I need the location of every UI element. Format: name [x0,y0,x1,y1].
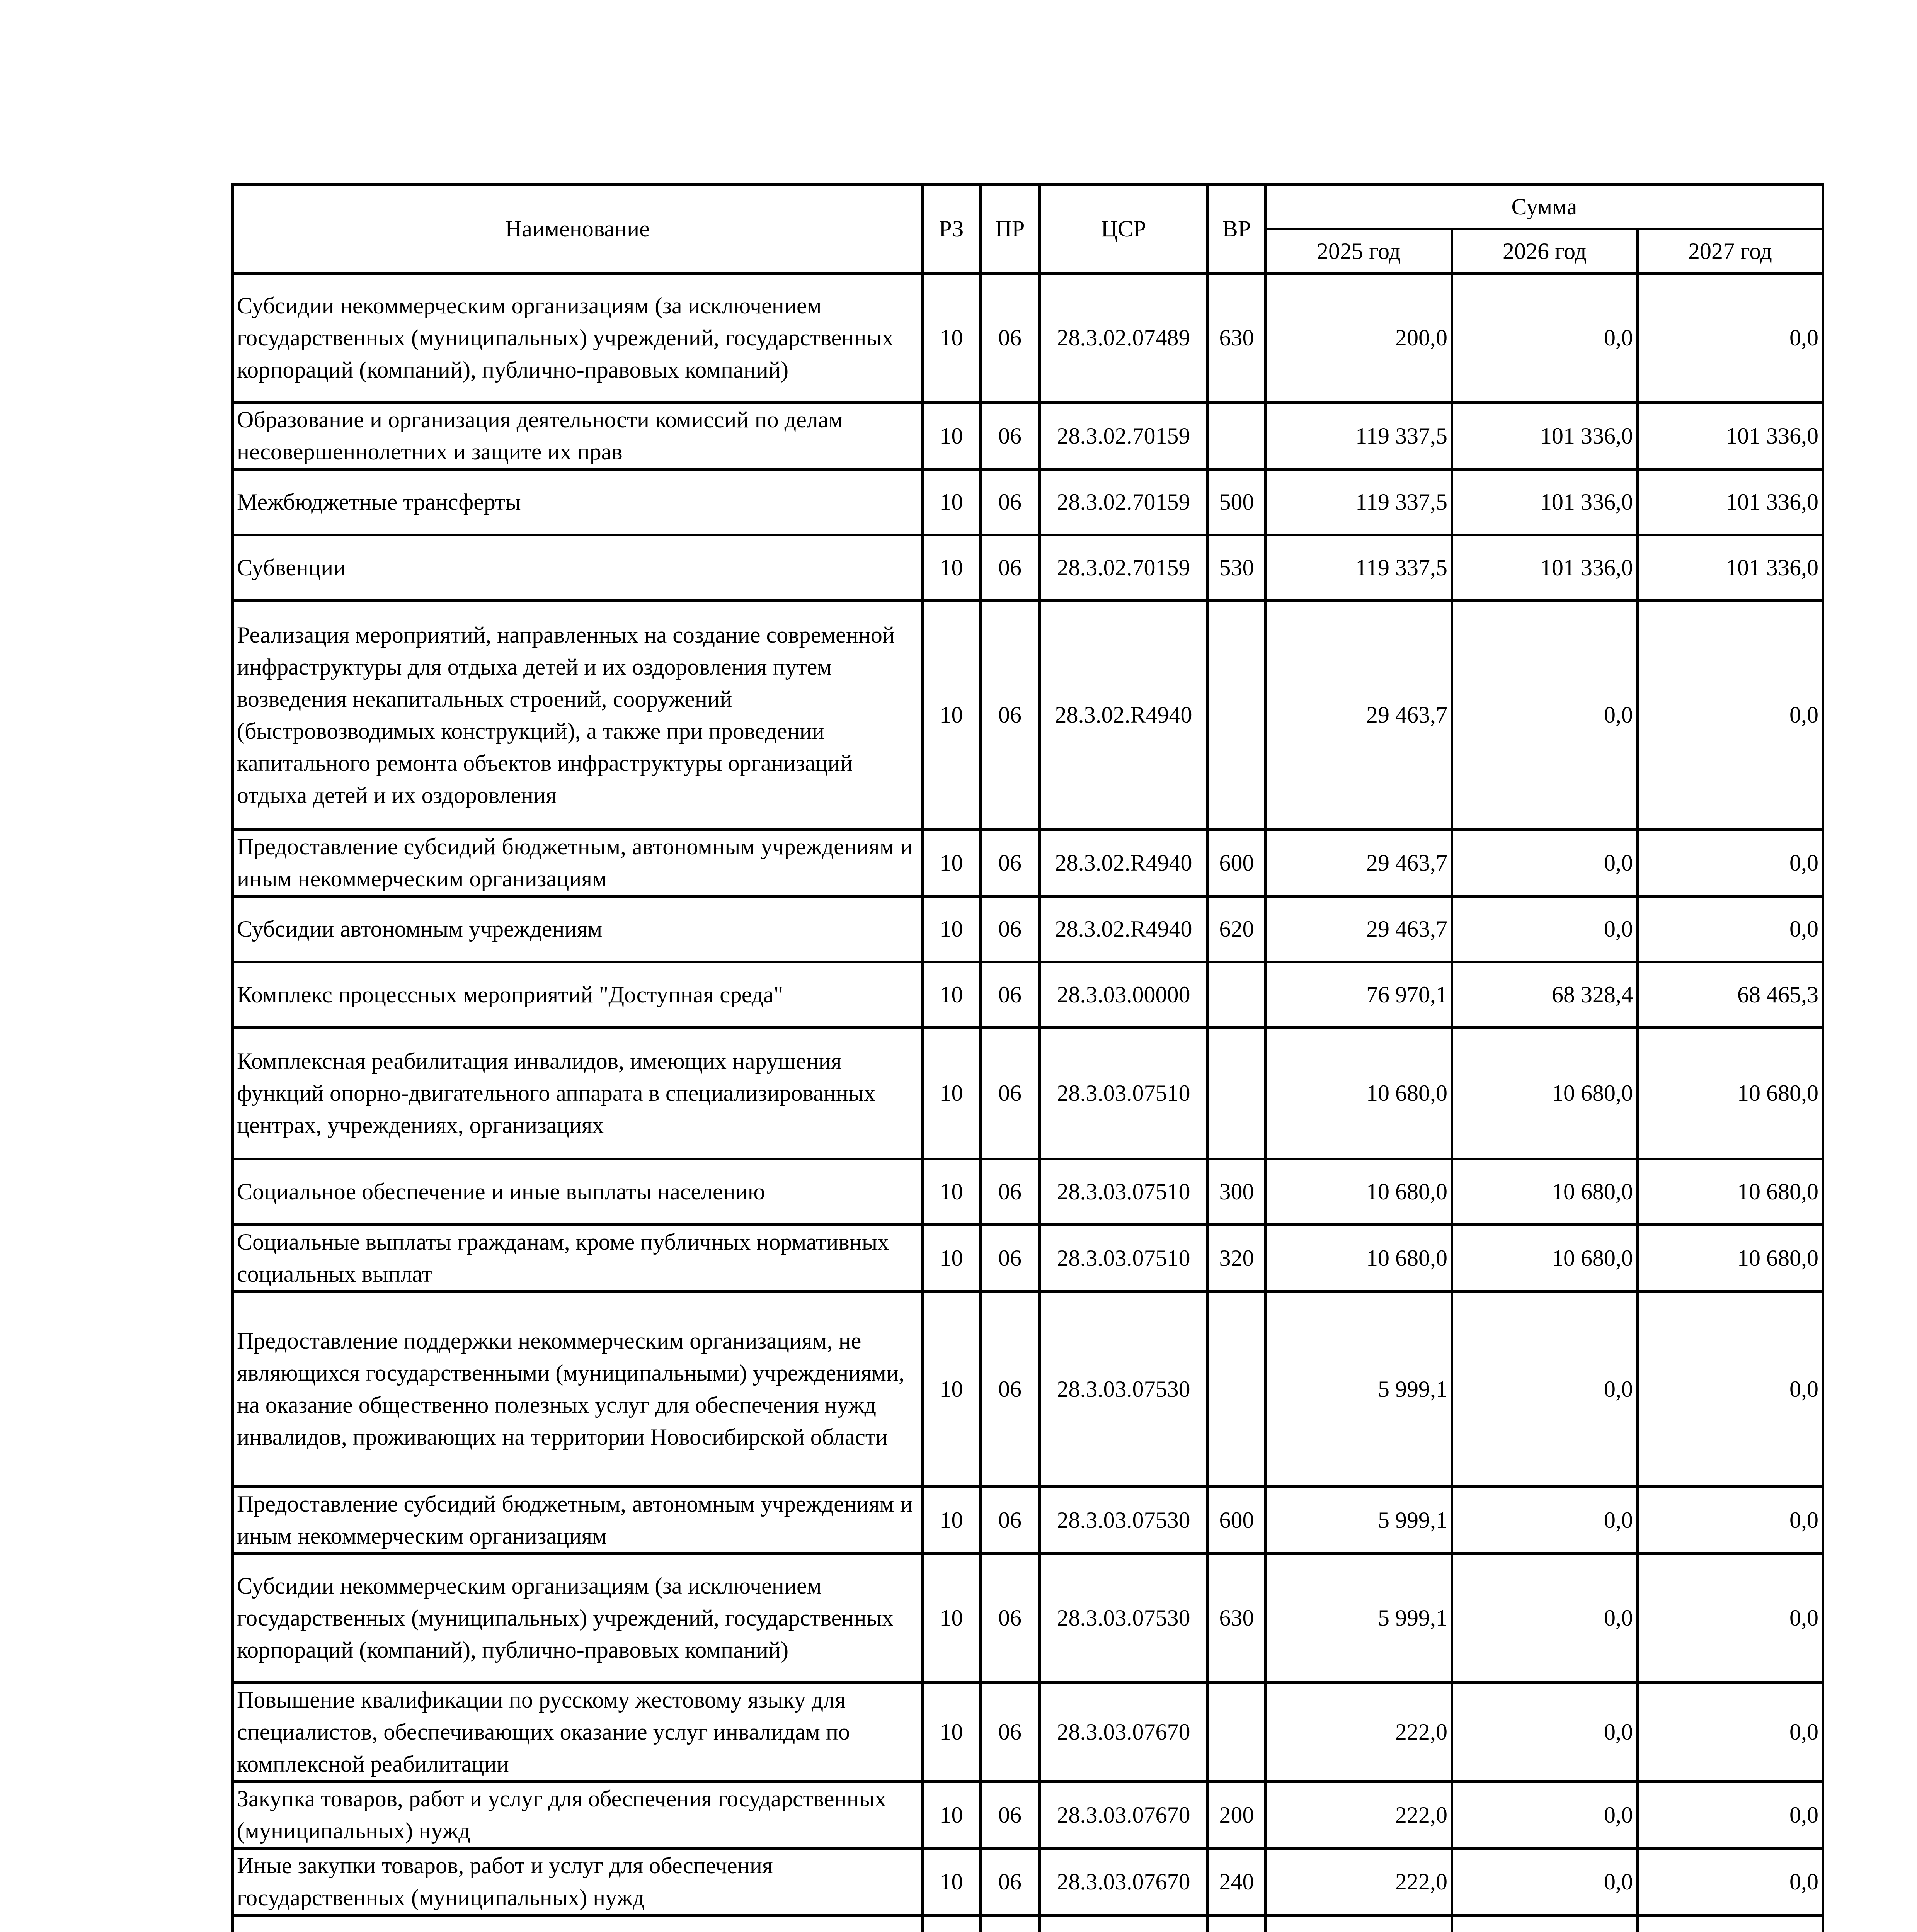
table-row [233,1225,1823,1292]
row-value-2027: 68 465,3 [1638,962,1823,1028]
row-pr: 06 [981,601,1040,830]
row-vr [1208,1292,1266,1487]
row-vr: 600 [1208,830,1266,896]
table-row [233,601,1823,830]
row-vr [1208,962,1266,1028]
row-value-2025: 5 999,1 [1266,1554,1452,1683]
row-vr: 630 [1208,274,1266,403]
row-vr: 240 [1208,1849,1266,1915]
row-pr: 06 [981,1849,1040,1915]
row-rz: 10 [923,896,981,962]
row-value-2026: 0,0 [1452,1554,1638,1683]
table-row [233,830,1823,896]
table-row [233,1554,1823,1683]
row-csr: 28.3.02.R4940 [1040,896,1208,962]
row-rz: 10 [923,1225,981,1292]
row-value-2026 [1452,1915,1638,1932]
row-rz [923,1915,981,1932]
row-value-2026: 10 680,0 [1452,1028,1638,1159]
row-name: Субсидии автономным учреждениям [233,896,923,962]
row-vr [1208,1028,1266,1159]
row-name: Предоставление поддержки некоммерческим организациям, не являющихся государственными (муниципальными) учреждениями, на оказание общественно полезных услуг для обеспечения нужд инвалидов, проживающих на территории Новосибирской области [233,1292,923,1487]
row-rz: 10 [923,274,981,403]
row-name: Социальное обеспечение и иные выплаты населению [233,1159,923,1225]
table-body [233,274,1823,1932]
row-rz: 10 [923,469,981,535]
row-value-2025: 29 463,7 [1266,896,1452,962]
row-name: Социальные выплаты гражданам, кроме публичных нормативных социальных выплат [233,1225,923,1292]
row-value-2025: 29 463,7 [1266,601,1452,830]
header-year-2026: 2026 год [1452,229,1638,274]
row-value-2025: 29 463,7 [1266,830,1452,896]
row-pr: 06 [981,1159,1040,1225]
row-rz: 10 [923,1159,981,1225]
row-pr: 06 [981,1028,1040,1159]
row-value-2027: 10 680,0 [1638,1225,1823,1292]
table-row [233,1487,1823,1554]
row-value-2025: 10 680,0 [1266,1159,1452,1225]
row-csr: 28.3.02.70159 [1040,535,1208,601]
row-name: Иные закупки товаров, работ и услуг для обеспечения государственных (муниципальных) нужд [233,1849,923,1915]
row-value-2025: 222,0 [1266,1683,1452,1782]
row-value-2026: 0,0 [1452,274,1638,403]
row-csr: 28.3.03.07670 [1040,1683,1208,1782]
row-value-2025: 5 999,1 [1266,1487,1452,1554]
row-csr: 28.3.03.07530 [1040,1554,1208,1683]
table-row [233,274,1823,403]
table-row [233,1915,1823,1932]
header-year-2025: 2025 год [1266,229,1452,274]
row-vr: 630 [1208,1554,1266,1683]
row-value-2027: 0,0 [1638,1554,1823,1683]
row-vr: 530 [1208,535,1266,601]
row-vr [1208,601,1266,830]
row-rz: 10 [923,830,981,896]
row-name: Субсидии некоммерческим организациям (за исключением государственных (муниципальных) учреждений, государственных корпораций (компаний), публично-правовых компаний) [233,274,923,403]
row-csr: 28.3.03.07670 [1040,1782,1208,1849]
row-value-2025: 222,0 [1266,1849,1452,1915]
row-name: Закупка товаров, работ и услуг для обеспечения государственных (муниципальных) нужд [233,1782,923,1849]
row-rz: 10 [923,962,981,1028]
table-row [233,535,1823,601]
row-pr: 06 [981,1782,1040,1849]
row-csr: 28.3.02.07489 [1040,274,1208,403]
row-value-2026: 0,0 [1452,1292,1638,1487]
row-rz: 10 [923,1683,981,1782]
row-vr: 300 [1208,1159,1266,1225]
row-value-2025: 222,0 [1266,1782,1452,1849]
row-csr: 28.3.02.70159 [1040,469,1208,535]
row-pr: 06 [981,274,1040,403]
row-value-2025: 76 970,1 [1266,962,1452,1028]
row-value-2027: 0,0 [1638,1849,1823,1915]
row-vr: 320 [1208,1225,1266,1292]
table-row [233,469,1823,535]
row-name: Образование и организация деятельности комиссий по делам несовершеннолетних и защите их прав [233,403,923,469]
row-name: Межбюджетные трансферты [233,469,923,535]
row-value-2027: 0,0 [1638,601,1823,830]
table-row [233,1782,1823,1849]
row-csr [1040,1915,1208,1932]
row-value-2025: 119 337,5 [1266,469,1452,535]
row-csr: 28.3.03.07510 [1040,1028,1208,1159]
row-pr: 06 [981,1554,1040,1683]
row-pr: 06 [981,1225,1040,1292]
row-rz: 10 [923,1849,981,1915]
row-value-2026: 0,0 [1452,601,1638,830]
row-pr: 06 [981,962,1040,1028]
row-vr: 200 [1208,1782,1266,1849]
row-rz: 10 [923,601,981,830]
header-year-2027: 2027 год [1638,229,1823,274]
row-value-2027: 10 680,0 [1638,1028,1823,1159]
header-rz: РЗ [923,185,981,274]
row-value-2026: 0,0 [1452,830,1638,896]
row-name: Повышение квалификации по русскому жестовому языку для специалистов, обеспечивающих оказание услуг инвалидам по комплексной реабилитации [233,1683,923,1782]
row-value-2026: 101 336,0 [1452,403,1638,469]
row-name: Комплексная реабилитация инвалидов, имеющих нарушения функций опорно-двигательного аппарата в специализированных центрах, учреждениях, организациях [233,1028,923,1159]
row-value-2027: 101 336,0 [1638,469,1823,535]
row-value-2025: 10 680,0 [1266,1028,1452,1159]
header-vr: ВР [1208,185,1266,274]
row-value-2027: 101 336,0 [1638,535,1823,601]
row-rz: 10 [923,1028,981,1159]
row-value-2027: 0,0 [1638,896,1823,962]
table-row [233,1028,1823,1159]
row-vr [1208,403,1266,469]
table-row [233,1683,1823,1782]
row-pr: 06 [981,1292,1040,1487]
row-pr: 06 [981,1487,1040,1554]
header-pr: ПР [981,185,1040,274]
row-csr: 28.3.03.07510 [1040,1159,1208,1225]
row-vr [1208,1683,1266,1782]
row-csr: 28.3.03.07530 [1040,1292,1208,1487]
header-csr: ЦСР [1040,185,1208,274]
row-value-2025: 119 337,5 [1266,535,1452,601]
row-csr: 28.3.02.70159 [1040,403,1208,469]
row-value-2027: 0,0 [1638,1782,1823,1849]
row-pr: 06 [981,1683,1040,1782]
row-value-2027: 0,0 [1638,1683,1823,1782]
table-row [233,962,1823,1028]
row-pr: 06 [981,896,1040,962]
row-value-2026: 10 680,0 [1452,1225,1638,1292]
row-value-2025: 119 337,5 [1266,403,1452,469]
row-name: Субвенции [233,535,923,601]
row-value-2026: 0,0 [1452,1782,1638,1849]
row-name: Реализация мероприятий, направленных на создание современной инфраструктуры для отдыха детей и их оздоровления путем возведения некапитальных строений, сооружений (быстровозводимых конструкций), а также при проведении капитального ремонта объектов инфраструктуры организаций отдыха детей и их оздоровления [233,601,923,830]
row-value-2025 [1266,1915,1452,1932]
row-value-2025: 200,0 [1266,274,1452,403]
row-value-2025: 10 680,0 [1266,1225,1452,1292]
row-csr: 28.3.03.07530 [1040,1487,1208,1554]
table-row [233,403,1823,469]
row-value-2027: 101 336,0 [1638,403,1823,469]
row-name: Субсидии некоммерческим организациям (за исключением государственных (муниципальных) учреждений, государственных корпораций (компаний), публично-правовых компаний) [233,1554,923,1683]
row-value-2027: 0,0 [1638,1487,1823,1554]
row-pr: 06 [981,535,1040,601]
row-value-2027 [1638,1915,1823,1932]
table-row [233,1159,1823,1225]
row-name [233,1915,923,1932]
row-rz: 10 [923,1554,981,1683]
row-pr: 06 [981,469,1040,535]
row-name: Предоставление субсидий бюджетным, автономным учреждениям и иным некоммерческим организациям [233,830,923,896]
header-name: Наименование [233,185,923,274]
table-row [233,1292,1823,1487]
row-pr [981,1915,1040,1932]
row-value-2026: 101 336,0 [1452,535,1638,601]
row-csr: 28.3.03.00000 [1040,962,1208,1028]
row-rz: 10 [923,403,981,469]
row-rz: 10 [923,1487,981,1554]
row-value-2027: 10 680,0 [1638,1159,1823,1225]
row-vr: 620 [1208,896,1266,962]
row-value-2027: 0,0 [1638,830,1823,896]
row-value-2026: 0,0 [1452,1683,1638,1782]
row-csr: 28.3.02.R4940 [1040,601,1208,830]
row-rz: 10 [923,535,981,601]
row-pr: 06 [981,830,1040,896]
table-row [233,896,1823,962]
row-rz: 10 [923,1292,981,1487]
row-value-2027: 0,0 [1638,1292,1823,1487]
row-value-2025: 5 999,1 [1266,1292,1452,1487]
row-value-2026: 101 336,0 [1452,469,1638,535]
row-name: Комплекс процессных мероприятий "Доступная среда" [233,962,923,1028]
table-row [233,1849,1823,1915]
row-pr: 06 [981,403,1040,469]
row-rz: 10 [923,1782,981,1849]
budget-table [231,183,1824,1932]
row-csr: 28.3.02.R4940 [1040,830,1208,896]
row-value-2026: 10 680,0 [1452,1159,1638,1225]
row-value-2026: 0,0 [1452,1487,1638,1554]
row-value-2026: 0,0 [1452,896,1638,962]
row-vr: 500 [1208,469,1266,535]
row-value-2026: 0,0 [1452,1849,1638,1915]
row-value-2027: 0,0 [1638,274,1823,403]
row-vr: 600 [1208,1487,1266,1554]
row-vr [1208,1915,1266,1932]
header-sum: Сумма [1266,185,1823,229]
row-csr: 28.3.03.07670 [1040,1849,1208,1915]
row-name: Предоставление субсидий бюджетным, автономным учреждениям и иным некоммерческим организациям [233,1487,923,1554]
row-value-2026: 68 328,4 [1452,962,1638,1028]
row-csr: 28.3.03.07510 [1040,1225,1208,1292]
